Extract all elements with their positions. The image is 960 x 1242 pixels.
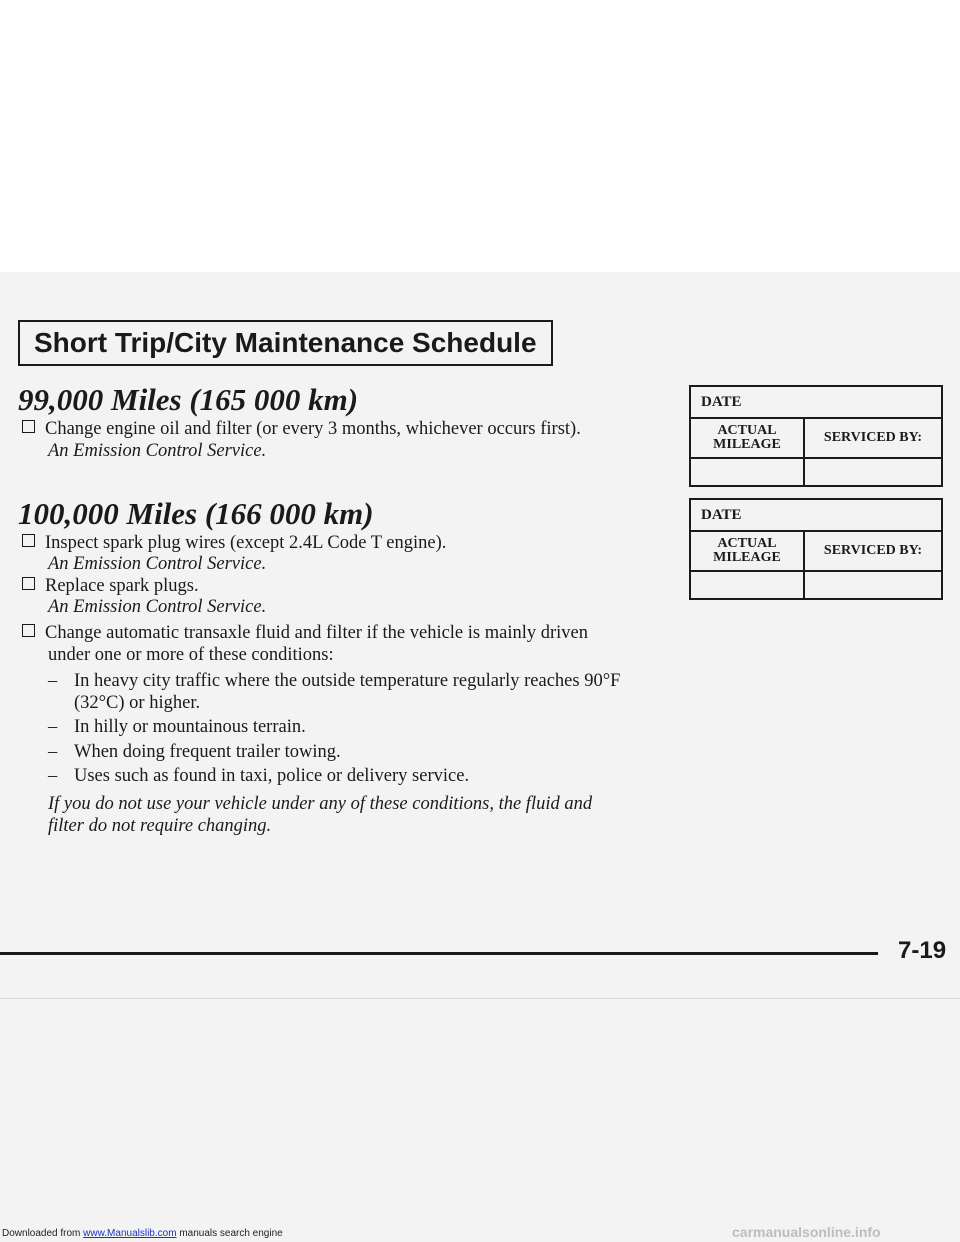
closing-note-continued: filter do not require changing. xyxy=(48,816,272,836)
condition-text: Uses such as found in taxi, police or delivery service. xyxy=(74,766,470,786)
serviced-by-header: SERVICED BY: xyxy=(804,418,942,458)
mileage-entry-field[interactable] xyxy=(690,458,804,486)
condition-item xyxy=(48,741,341,763)
dash-marker: – xyxy=(48,671,58,691)
dash-marker: – xyxy=(48,717,58,737)
dash-marker: – xyxy=(48,766,58,786)
watermark-text: carmanualsonline.info xyxy=(732,1224,881,1240)
page-number: 7-19 xyxy=(898,937,947,964)
checklist-item xyxy=(22,532,446,554)
serviced-by-entry-field[interactable] xyxy=(804,458,942,486)
checkbox-icon[interactable] xyxy=(22,534,35,547)
checklist-item xyxy=(22,622,588,644)
serviced-by-entry-field[interactable] xyxy=(804,571,942,599)
footer-suffix: manuals search engine xyxy=(179,1228,283,1239)
checklist-item xyxy=(22,418,581,440)
mileage-label: MILEAGE xyxy=(713,550,781,565)
item-text: Change automatic transaxle fluid and filter if the vehicle is mainly driven xyxy=(45,623,589,643)
checklist-item xyxy=(22,575,199,597)
condition-text: In hilly or mountainous terrain. xyxy=(74,717,306,737)
footer-prefix: Downloaded from xyxy=(2,1228,81,1239)
item-text: Replace spark plugs. xyxy=(45,576,199,596)
actual-mileage-header xyxy=(690,418,804,458)
mileage-entry-field[interactable] xyxy=(690,571,804,599)
condition-text-continued: (32°C) or higher. xyxy=(74,693,201,713)
date-field[interactable]: DATE xyxy=(690,386,942,418)
download-footer xyxy=(2,1228,283,1239)
checkbox-icon[interactable] xyxy=(22,577,35,590)
date-field[interactable]: DATE xyxy=(690,499,942,531)
serviced-by-header: SERVICED BY: xyxy=(804,531,942,571)
mileage-heading-100000: 100,000 Miles (166 000 km) xyxy=(18,496,374,531)
checkbox-icon[interactable] xyxy=(22,624,35,637)
actual-label: ACTUAL xyxy=(717,423,777,438)
actual-label: ACTUAL xyxy=(717,536,777,551)
item-text: Inspect spark plug wires (except 2.4L Code T engine). xyxy=(45,533,447,553)
condition-text: When doing frequent trailer towing. xyxy=(74,742,341,762)
condition-item xyxy=(48,765,469,787)
closing-note: If you do not use your vehicle under any of these conditions, the fluid and xyxy=(48,794,593,814)
dash-marker: – xyxy=(48,742,58,762)
mileage-heading-99000: 99,000 Miles (165 000 km) xyxy=(18,382,359,417)
emission-note: An Emission Control Service. xyxy=(48,554,267,574)
condition-item xyxy=(48,716,306,738)
section-title: Short Trip/City Maintenance Schedule xyxy=(18,320,553,366)
condition-text: In heavy city traffic where the outside temperature regularly reaches 90°F xyxy=(74,671,621,691)
condition-item xyxy=(48,670,620,692)
service-log-table xyxy=(689,385,943,487)
item-text-continued: under one or more of these conditions: xyxy=(48,645,334,665)
checkbox-icon[interactable] xyxy=(22,420,35,433)
actual-mileage-header xyxy=(690,531,804,571)
emission-note: An Emission Control Service. xyxy=(48,597,267,617)
divider xyxy=(0,998,960,999)
item-text: Change engine oil and filter (or every 3 months, whichever occurs first). xyxy=(45,419,581,439)
service-log-table xyxy=(689,498,943,600)
footer-rule xyxy=(0,952,878,955)
emission-note: An Emission Control Service. xyxy=(48,441,267,461)
mileage-label: MILEAGE xyxy=(713,437,781,452)
manualslib-link[interactable]: www.Manualslib.com xyxy=(83,1228,177,1239)
